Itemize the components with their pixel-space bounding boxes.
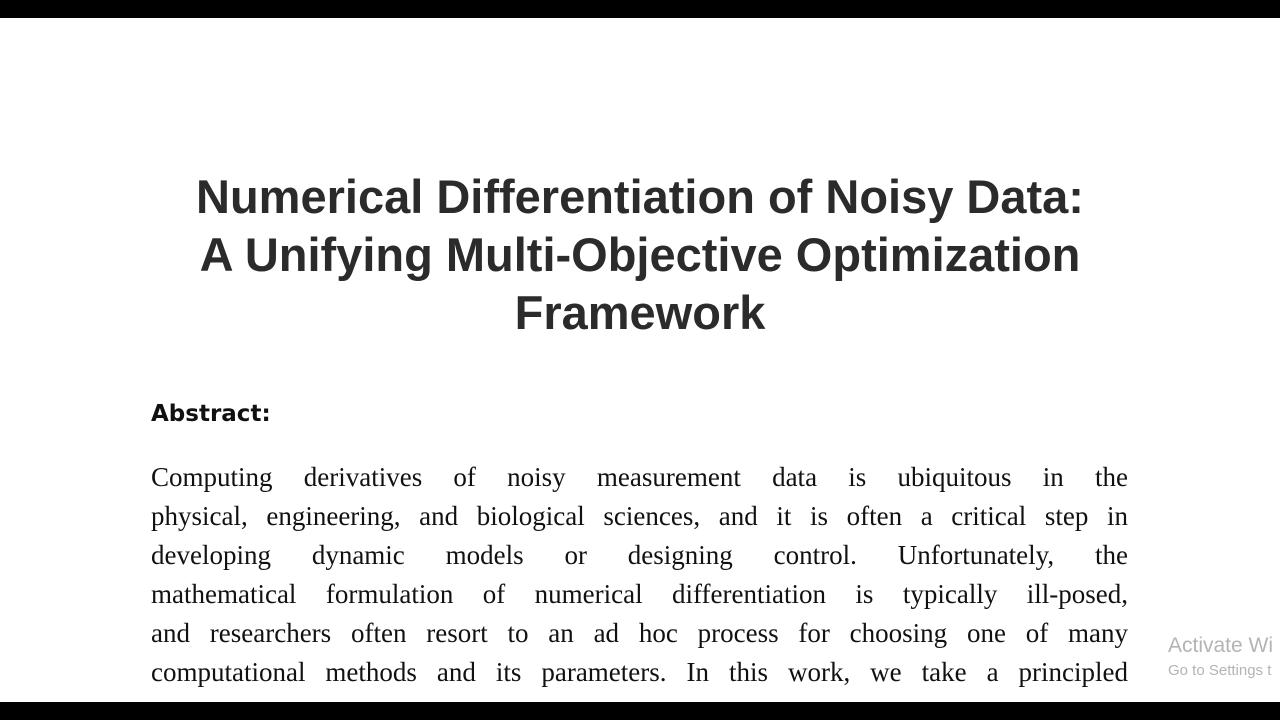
abstract-heading: Abstract:: [151, 401, 271, 427]
title-line-1: Numerical Differentiation of Noisy Data:: [196, 170, 1084, 223]
title-line-2: A Unifying Multi-Objective Optimization: [199, 228, 1081, 281]
abstract-line: Computing derivatives of noisy measurement data is ubiquitous in the: [151, 462, 1128, 492]
abstract-line: mathematical formulation of numerical differentiation is typically ill-posed,: [151, 579, 1128, 609]
title-line-3: Framework: [514, 286, 766, 339]
abstract-body: [151, 458, 1128, 692]
watermark-title: Activate Wi: [1168, 634, 1274, 657]
abstract-line: developing dynamic models or designing control. Unfortunately, the: [151, 540, 1128, 570]
abstract-line: computational methods and its parameters. In this work, we take a principled: [151, 657, 1128, 687]
document-page: [0, 18, 1280, 702]
abstract-line: physical, engineering, and biological sciences, and it is often a critical step in: [151, 501, 1128, 531]
paper-title: [0, 168, 1280, 342]
activate-windows-watermark: [1168, 633, 1273, 683]
abstract-line: and researchers often resort to an ad hoc process for choosing one of many: [151, 618, 1128, 648]
watermark-subtitle: Go to Settings t: [1168, 662, 1272, 679]
